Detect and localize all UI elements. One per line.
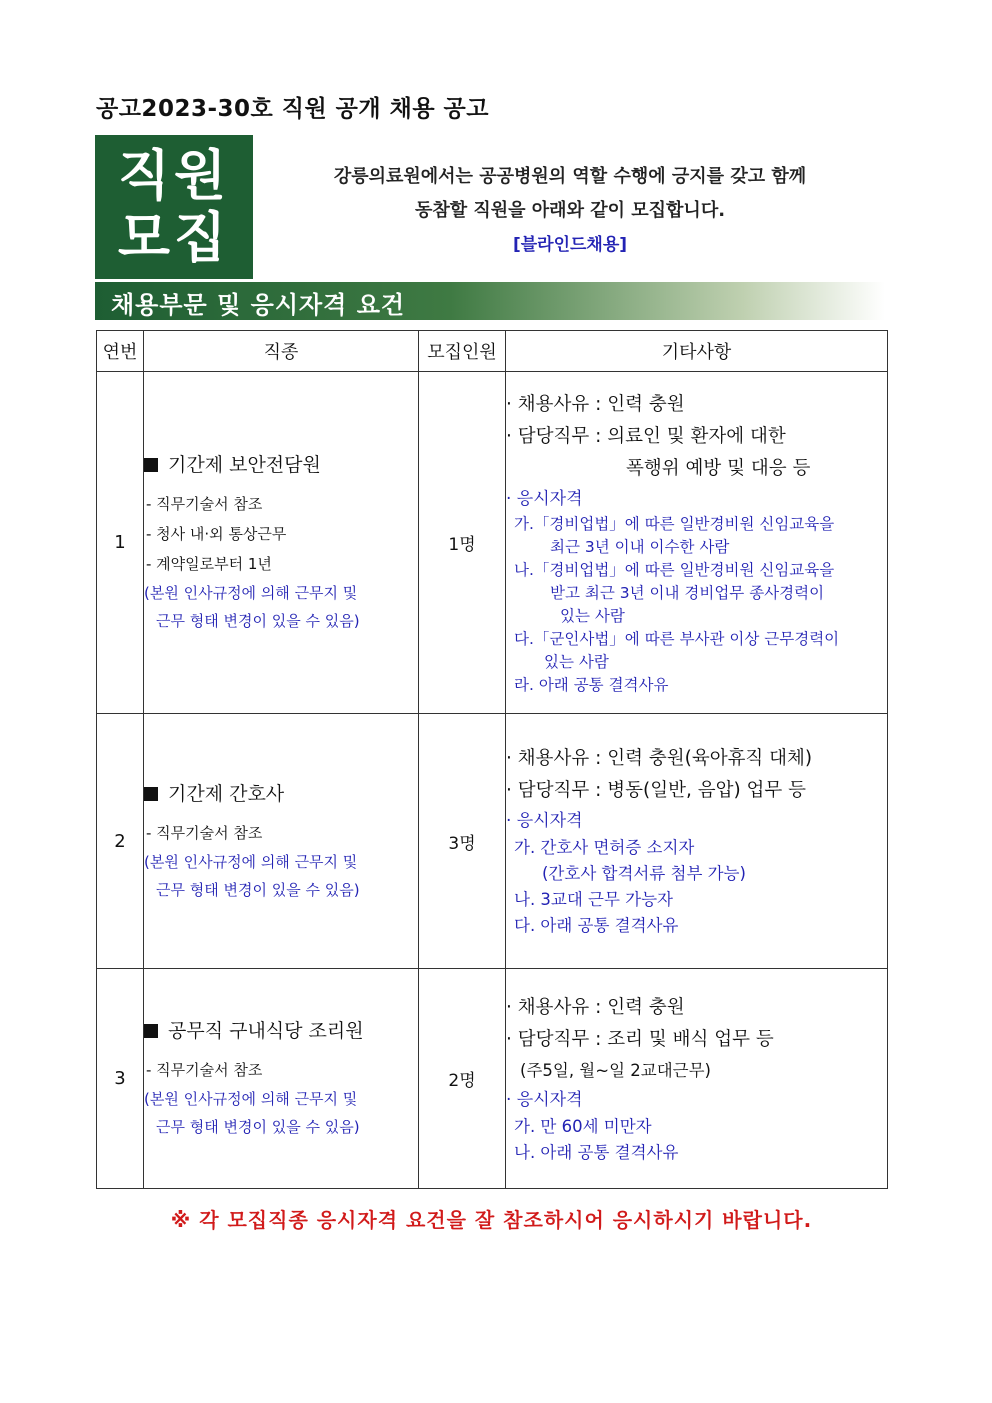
square-bullet-icon [144, 1024, 158, 1038]
badge-line-1: 직원 [117, 144, 231, 207]
header-job: 직종 [144, 331, 419, 372]
job-cell [144, 969, 419, 1189]
job-note: (본원 인사규정에 의해 근무지 및 근무 형태 변경이 있을 수 있음) [144, 584, 360, 630]
recruit-count: 3명 [419, 714, 506, 969]
footer-note: ※ 각 모집직종 응시자격 요건을 잘 참조하시어 응시하시기 바랍니다. [170, 1208, 813, 1232]
table-row [97, 372, 888, 714]
job-cell [144, 714, 419, 969]
hiring-reason: · 채용사유 : 인력 충원 [506, 996, 685, 1018]
job-line: - 계약일로부터 1년 [146, 555, 272, 573]
job-line: - 직무기술서 참조 [146, 495, 263, 513]
job-line: - 직무기술서 참조 [146, 823, 263, 842]
recruit-count: 2명 [419, 969, 506, 1189]
qualification-item: 다. 아래 공통 결격사유 [514, 916, 679, 935]
duty-detail: (주5일, 월~일 2교대근무) [520, 1060, 711, 1080]
table-row [97, 714, 888, 969]
etc-cell [506, 714, 888, 969]
job-note: (본원 인사규정에 의해 근무지 및 근무 형태 변경이 있을 수 있음) [144, 852, 360, 899]
duty: · 담당직무 : 조리 및 배식 업무 등 [506, 1028, 774, 1050]
recruit-count: 1명 [419, 372, 506, 714]
etc-cell [506, 372, 888, 714]
job-note: (본원 인사규정에 의해 근무지 및 근무 형태 변경이 있을 수 있음) [144, 1090, 360, 1136]
intro-line-2: 동참할 직원을 아래와 같이 모집합니다. [414, 200, 726, 221]
header-count: 모집인원 [419, 331, 506, 372]
blind-recruit-label: [블라인드채용] [512, 235, 628, 255]
job-line: - 직무기술서 참조 [146, 1061, 263, 1079]
qualification-item: 나.「경비업법」에 따른 일반경비원 신임교육을 받고 최근 3년 이내 경비업무 종사경력이 있는 사람 [514, 560, 835, 625]
qualification-heading: · 응시자격 [506, 811, 583, 831]
row-no: 3 [97, 969, 144, 1189]
row-no: 1 [97, 372, 144, 714]
qualification-item: 가.「경비업법」에 따른 일반경비원 신임교육을 최근 3년 이내 이수한 사람 [514, 514, 835, 556]
qualification-item: 라. 아래 공통 결격사유 [514, 675, 669, 694]
page-title: 공고2023-30호 직원 공개 채용 공고 [96, 96, 489, 122]
recruit-badge [95, 135, 253, 279]
qualification-item: 가. 간호사 면허증 소지자 [514, 838, 695, 857]
row-no: 2 [97, 714, 144, 969]
table-row [97, 969, 888, 1189]
duty-continued: 폭행위 예방 및 대응 등 [626, 457, 811, 479]
section-header [95, 282, 885, 320]
qualification-item: 나. 아래 공통 결격사유 [514, 1142, 679, 1162]
intro-text [270, 160, 870, 262]
hiring-reason: · 채용사유 : 인력 충원 [506, 393, 685, 415]
qualification-heading: · 응시자격 [506, 1089, 583, 1110]
duty: · 담당직무 : 의료인 및 환자에 대한 [506, 425, 786, 447]
section-title: 채용부문 및 응시자격 요건 [111, 291, 406, 319]
intro-line-1: 강릉의료원에서는 공공병원의 역할 수행에 긍지를 갖고 함께 [333, 166, 807, 187]
header-no: 연번 [97, 331, 144, 372]
job-title: 공무직 구내식당 조리원 [144, 1016, 418, 1043]
qualification-item: 가. 만 60세 미만자 [514, 1116, 652, 1136]
hiring-reason: · 채용사유 : 인력 충원(육아휴직 대체) [506, 748, 813, 769]
job-line: - 청사 내·외 통상근무 [146, 525, 287, 543]
job-cell [144, 372, 419, 714]
job-title: 기간제 간호사 [144, 779, 418, 806]
qualification-item: 나. 3교대 근무 가능자 [514, 890, 673, 909]
recruit-table [96, 330, 888, 1189]
header-etc: 기타사항 [506, 331, 888, 372]
qualification-item: (간호사 합격서류 첨부 가능) [542, 864, 746, 883]
qualification-item: 다.「군인사법」에 따른 부사관 이상 근무경력이 있는 사람 [514, 629, 840, 671]
etc-cell [506, 969, 888, 1189]
square-bullet-icon [144, 787, 158, 801]
duty: · 담당직무 : 병동(일반, 음압) 업무 등 [506, 780, 807, 801]
square-bullet-icon [144, 458, 158, 472]
badge-line-2: 모집 [117, 206, 231, 269]
table-header-row [97, 331, 888, 372]
job-title: 기간제 보안전담원 [144, 450, 418, 477]
qualification-heading: · 응시자격 [506, 488, 583, 509]
